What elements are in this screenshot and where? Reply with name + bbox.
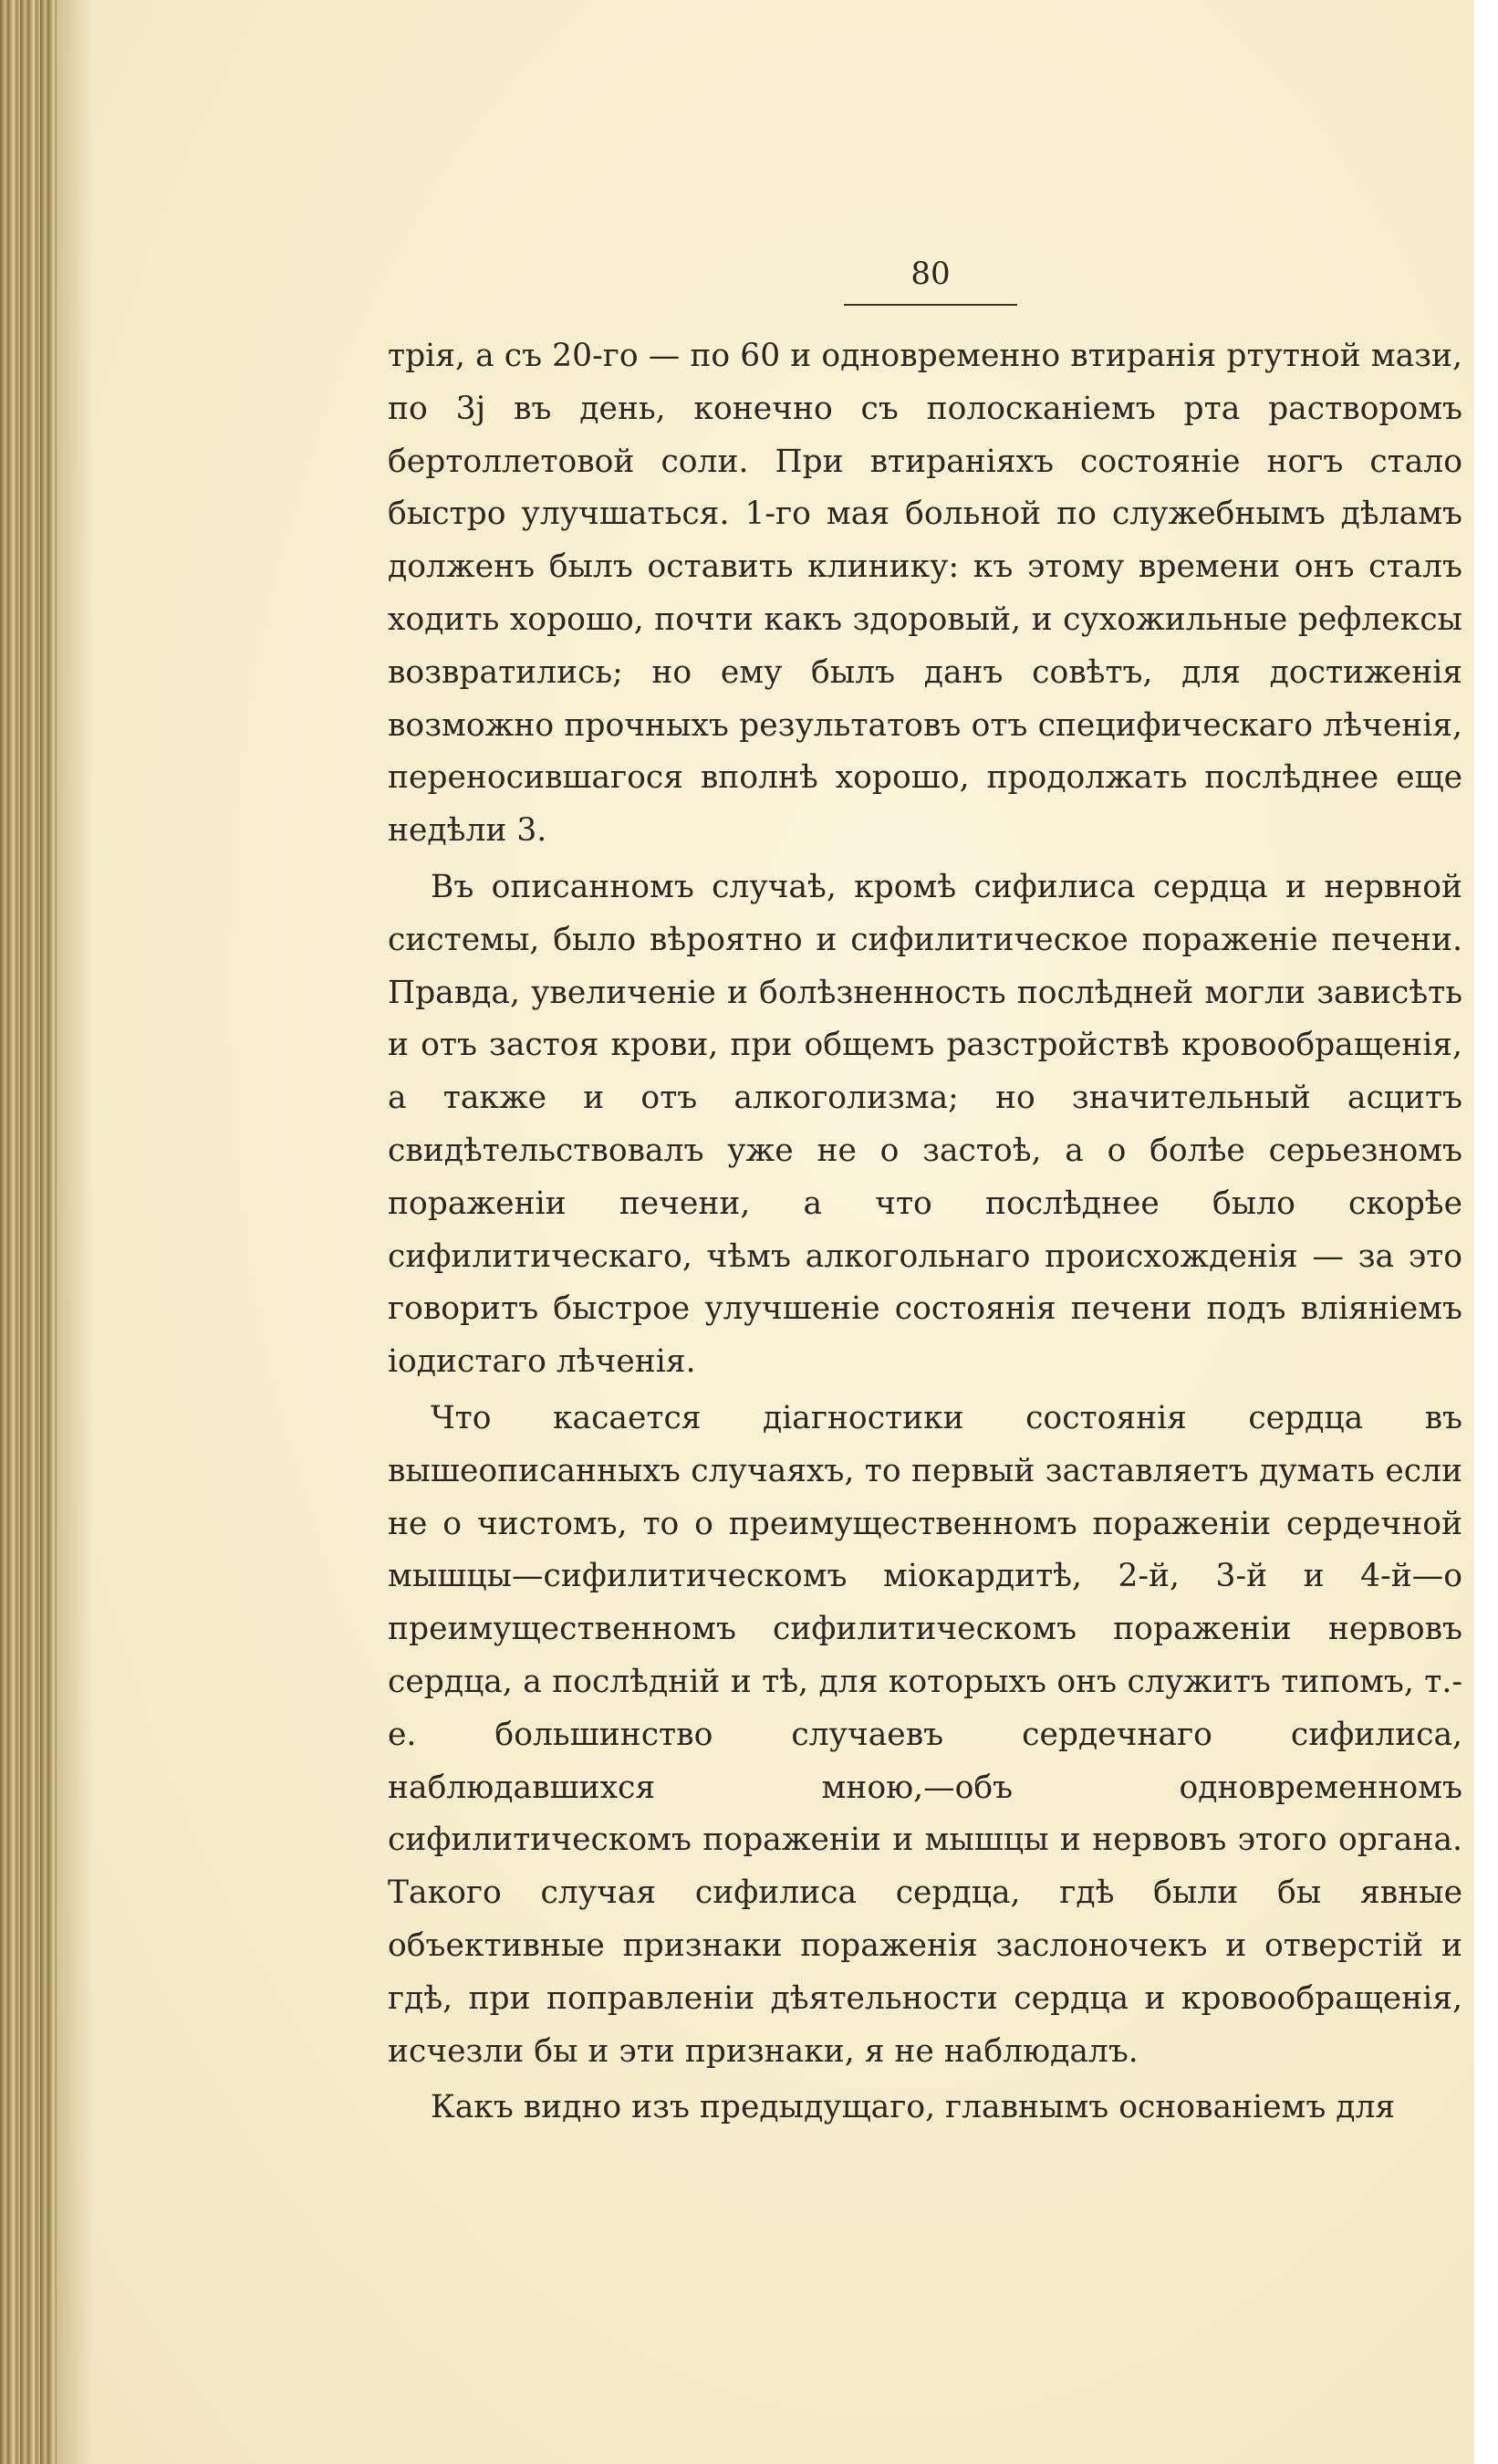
page-number: 80 [910, 256, 951, 292]
body-text [388, 330, 1462, 2135]
paragraph-4: Какъ видно изъ предыдущаго, главнымъ основаніемъ для [431, 2089, 1396, 2126]
paragraph-1: трія, а съ 20-го — по 60 и одновременно втиранія ртутной мази, по 3j въ день, конечно съ полосканіемъ рта растворомъ бертоллетовой соли. При втираніяхъ состояніе ногъ стало быстро улучшаться. 1-го мая больной по служебнымъ дѣламъ долженъ былъ оставить клинику: къ этому времени онъ сталъ ходить хорошо, почти какъ здоровый, и сухожильные рефлексы возвратились; но ему былъ данъ совѣтъ, для достиженія возможно прочныхъ результатовъ отъ специфическаго лѣченія, переносившагося вполнѣ хорошо, продолжать послѣднее еще недѣли 3. [388, 338, 1462, 850]
paragraph-3: Что касается діагностики состоянія сердца въ вышеописанныхъ случаяхъ, то первый заставляетъ думать если не о чистомъ, то о преимущественномъ пораженіи сердечной мышцы—сифилитическомъ міокардитѣ, 2-й, 3-й и 4-й—о преимущественномъ сифилитическомъ пораженіи нервовъ сердца, а послѣдній и тѣ, для которыхъ онъ служитъ типомъ, т.-е. большинство случаевъ сердечнаго сифилиса, наблюдавшихся мною,—объ одновременномъ сифилитическомъ пораженіи и мышцы и нервовъ этого органа. Такого случая сифилиса сердца, гдѣ были бы явные объективные признаки пораженія заслоночекъ и отверстій и гдѣ, при поправленіи дѣятельности сердца и кровообращенія, исчезли бы и эти признаки, я не наблюдалъ. [388, 1399, 1462, 2070]
book-binding [0, 0, 57, 2464]
header-rule [844, 304, 1017, 306]
gutter-shadow [57, 0, 93, 2464]
scan-margin [1474, 0, 1498, 2464]
paragraph-2: Въ описанномъ случаѣ, кромѣ сифилиса сердца и нервной системы, было вѣроятно и сифилитическое пораженіе печени. Правда, увеличеніе и болѣзненность послѣдней могли зависѣть и отъ застоя крови, при общемъ разстройствѣ кровообращенія, а также и отъ алкоголизма; но значительный асцитъ свидѣтельствовалъ уже не о застоѣ, а о болѣе серьезномъ пораженіи печени, а что послѣднее было скорѣе сифилитическаго, чѣмъ алкогольнаго происхожденія — за это говоритъ быстрое улучшеніе состоянія печени подъ вліяніемъ іодистаго лѣченія. [388, 868, 1462, 1381]
